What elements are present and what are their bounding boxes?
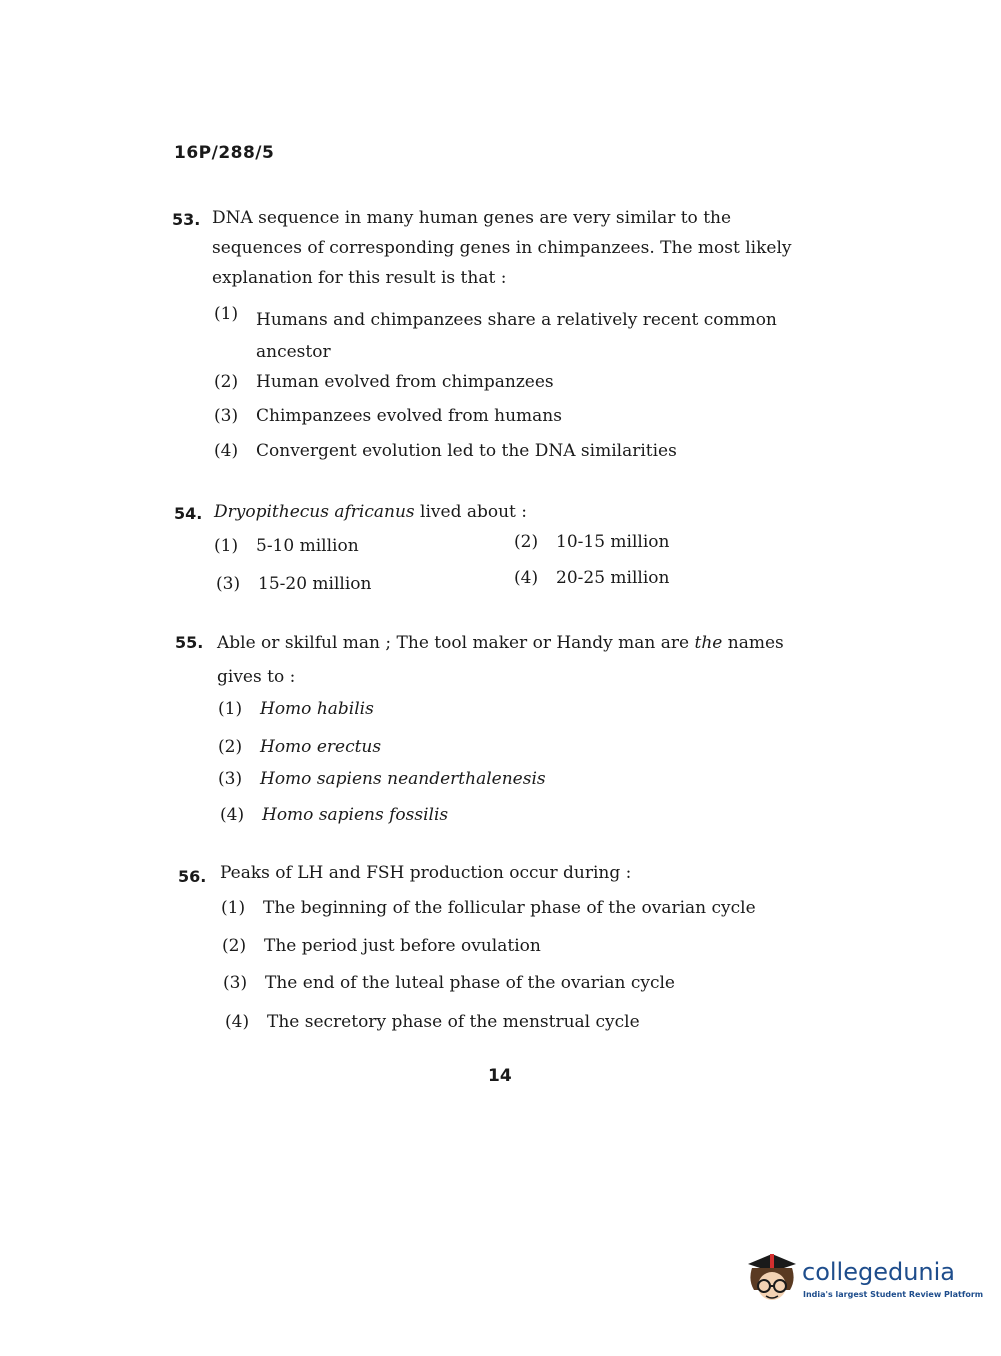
option: [225, 1012, 640, 1032]
option-number: (3): [218, 769, 243, 789]
question-text: names gives to :: [217, 633, 784, 687]
question-55: [175, 626, 815, 694]
option-number: (4): [225, 1012, 250, 1032]
option: [514, 568, 669, 588]
option-number: (2): [514, 532, 539, 552]
paper-code: 16P/288/5: [174, 143, 275, 163]
species-name: Dryopithecus africanus: [214, 502, 415, 522]
option-number: (4): [220, 805, 245, 825]
question-number: 53.: [172, 210, 201, 229]
logo-name: collegedunia: [802, 1258, 956, 1286]
option: [222, 936, 541, 956]
question-56: [178, 858, 818, 888]
option: [514, 532, 669, 552]
option-text: Human evolved from chimpanzees: [256, 372, 554, 392]
option-number: (4): [514, 568, 539, 588]
option: [218, 737, 381, 757]
option-number: (2): [214, 372, 239, 392]
question-53: [172, 203, 802, 293]
option-number: (3): [216, 574, 241, 594]
question-text: Peaks of LH and FSH production occur during :: [220, 863, 632, 883]
page-number: 14: [488, 1066, 512, 1086]
option-number: (2): [222, 936, 247, 956]
question-text: Able or skilful man ; The tool maker or Handy man are: [217, 633, 695, 653]
question-54: [174, 497, 804, 527]
option-text: The secretory phase of the menstrual cycle: [267, 1012, 640, 1032]
option-number: (4): [214, 441, 239, 461]
option-number: (1): [214, 304, 239, 324]
option: [214, 536, 359, 556]
question-number: 55.: [175, 633, 204, 652]
question-text-italic: the: [694, 633, 723, 653]
logo-tagline: India's largest Student Review Platform: [803, 1290, 984, 1299]
question-number: 54.: [174, 504, 203, 523]
option: [214, 441, 677, 461]
option-number: (1): [221, 898, 246, 918]
option-number: (3): [214, 406, 239, 426]
option: [218, 699, 374, 719]
option-text: Homo habilis: [260, 699, 374, 719]
option-text: Homo erectus: [260, 737, 382, 757]
question-number: 56.: [178, 867, 207, 886]
option: [218, 769, 546, 789]
option-text: 5-10 million: [256, 536, 359, 556]
option: [214, 372, 554, 392]
option: [221, 898, 756, 918]
option-text: 15-20 million: [258, 574, 372, 594]
option-number: (2): [218, 737, 243, 757]
option-text: Convergent evolution led to the DNA similarities: [256, 441, 677, 461]
option: [223, 973, 675, 993]
option-text: The beginning of the follicular phase of the ovarian cycle: [263, 898, 756, 918]
option-text: The period just before ovulation: [264, 936, 541, 956]
option: [216, 574, 371, 594]
option-text: Humans and chimpanzees share a relatively recent common ancestor: [256, 310, 777, 362]
option: [214, 406, 562, 426]
option-text: Homo sapiens neanderthalenesis: [260, 769, 546, 789]
option-number: (3): [223, 973, 248, 993]
option: [220, 805, 448, 825]
collegedunia-logo: [742, 1250, 984, 1310]
option-text: The end of the luteal phase of the ovarian cycle: [265, 973, 675, 993]
option-text: Homo sapiens fossilis: [262, 805, 449, 825]
option-number: (1): [218, 699, 243, 719]
option-number: (1): [214, 536, 239, 556]
option: [214, 304, 804, 368]
question-text: DNA sequence in many human genes are very similar to the sequences of corresponding genes in chimpanzees. The most likely explanation for this result is that :: [212, 208, 792, 288]
option-text: Chimpanzees evolved from humans: [256, 406, 562, 426]
option-text: 20-25 million: [556, 568, 670, 588]
student-mascot-icon: [742, 1250, 800, 1308]
option-text: 10-15 million: [556, 532, 670, 552]
question-text: lived about :: [414, 502, 528, 522]
